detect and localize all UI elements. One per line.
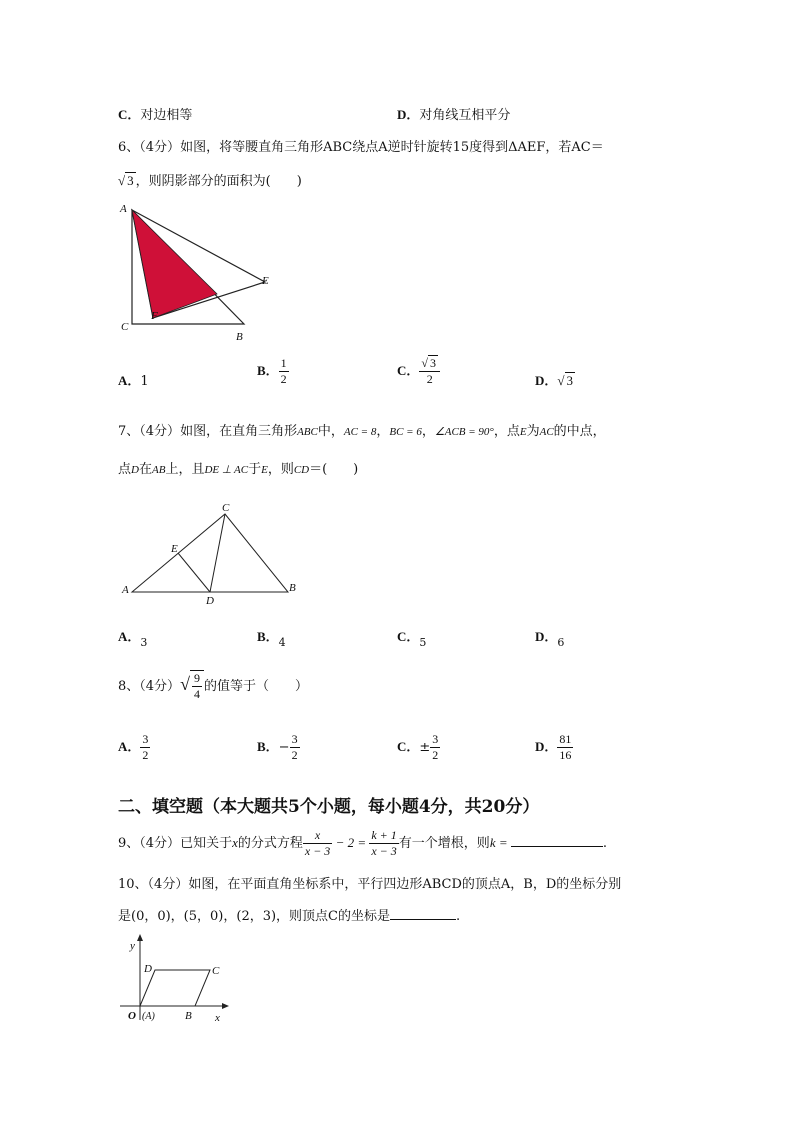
math-ac: AC = 8 bbox=[343, 426, 377, 438]
question-score: （4分） bbox=[139, 836, 181, 851]
label-b: B bbox=[185, 1010, 192, 1022]
question-text: 的中点， bbox=[553, 424, 606, 439]
q7-option-b[interactable] bbox=[257, 626, 286, 649]
fraction: $\frac{3}{2}$ bbox=[432, 732, 439, 762]
label-c: C bbox=[212, 965, 220, 977]
label-a: A bbox=[120, 203, 127, 215]
option-label: C． bbox=[118, 107, 141, 122]
math-bc: BC = 6 bbox=[389, 426, 422, 438]
question-text: 已知关于 bbox=[180, 836, 233, 851]
question-score: （4分） bbox=[139, 679, 181, 695]
option-label: D． bbox=[535, 739, 558, 754]
parallelogram-abcd bbox=[140, 970, 210, 1006]
segment-cd bbox=[210, 514, 225, 592]
math-k: k bbox=[489, 835, 496, 850]
q9-stem bbox=[118, 828, 607, 859]
label-d: D bbox=[206, 595, 214, 607]
option-value: 5 bbox=[419, 636, 427, 649]
question-text: 点 bbox=[118, 462, 132, 477]
q10-stem-line2 bbox=[118, 905, 460, 924]
question-number: 7、 bbox=[118, 424, 140, 439]
question-end: . bbox=[602, 836, 608, 851]
label-f: F bbox=[151, 310, 158, 322]
q10-figure bbox=[112, 930, 237, 1028]
segment-de bbox=[178, 553, 210, 592]
q10-stem-line1 bbox=[118, 873, 621, 892]
math-x: x bbox=[232, 835, 238, 850]
question-number: 6、 bbox=[118, 140, 140, 155]
q8-option-b[interactable] bbox=[257, 732, 300, 763]
math-abc: ABC bbox=[297, 426, 318, 438]
sqrt-expression: √ 3 bbox=[557, 373, 574, 388]
option-value: 4 bbox=[278, 636, 286, 649]
option-label: C． bbox=[397, 363, 420, 378]
question-text: 如图，将等腰直角三角形ABC绕点A逆时针旋转15度得到ΔAEF，若AC＝ bbox=[180, 140, 604, 155]
option-label: B． bbox=[257, 363, 279, 378]
math-d: D bbox=[131, 464, 139, 476]
fraction: $\frac{3}{2}$ bbox=[142, 732, 149, 762]
option-label: B． bbox=[257, 739, 279, 754]
fraction: $\frac{3}{2}$ bbox=[291, 732, 298, 762]
label-a: (A) bbox=[142, 1011, 155, 1022]
math-ac-seg: AC bbox=[539, 426, 554, 438]
q7-stem-line1 bbox=[118, 420, 606, 439]
label-o: O bbox=[128, 1010, 136, 1022]
label-x: x bbox=[215, 1012, 220, 1024]
q7-option-d[interactable] bbox=[535, 626, 565, 649]
separator: ， bbox=[376, 424, 390, 439]
q7-option-c[interactable] bbox=[397, 626, 427, 649]
option-label: C． bbox=[397, 629, 420, 644]
fraction: $\frac{√ 3}{2}$ bbox=[419, 356, 440, 387]
x-axis-arrow bbox=[222, 1003, 229, 1009]
q6-option-a[interactable] bbox=[118, 370, 149, 389]
q7-option-a[interactable] bbox=[118, 626, 148, 649]
question-text: 的分式方程 bbox=[237, 836, 303, 851]
math-cd: CD bbox=[293, 464, 310, 476]
question-text: 中， bbox=[317, 424, 344, 439]
question-text: 在 bbox=[138, 462, 152, 477]
q8-option-d[interactable] bbox=[535, 732, 573, 763]
question-score: （4分） bbox=[139, 424, 181, 439]
answer-blank[interactable] bbox=[511, 846, 603, 847]
q6-option-d[interactable] bbox=[535, 370, 575, 389]
math-angle: ∠ACB = 90° bbox=[434, 426, 494, 438]
fraction: $\frac{81}{16}$ bbox=[559, 732, 572, 762]
option-label: A． bbox=[118, 629, 141, 644]
q6-figure bbox=[110, 198, 290, 348]
question-text: ＝( ) bbox=[309, 462, 359, 477]
q6-option-b[interactable] bbox=[257, 356, 289, 387]
question-number: 8、 bbox=[118, 679, 140, 695]
question-text: ，则 bbox=[267, 462, 294, 477]
option-label: A． bbox=[118, 373, 141, 388]
option-label: B． bbox=[257, 629, 279, 644]
fraction: $\frac{1}{2}$ bbox=[280, 356, 287, 386]
fraction: $\frac{k + 1}{x - 3}$ bbox=[371, 828, 397, 858]
question-text: 是(0，0)，(5，0)，(2，3)，则顶点C的坐标是 bbox=[118, 909, 391, 924]
math-ab: AB bbox=[151, 464, 166, 476]
question-text: 为 bbox=[526, 424, 540, 439]
math-op: − 2 = bbox=[332, 835, 370, 850]
option-sign: ± bbox=[419, 740, 431, 755]
label-c: C bbox=[121, 321, 129, 333]
q6-stem-line2 bbox=[118, 170, 302, 189]
sqrt-expression: √ 3 bbox=[118, 173, 134, 188]
sqrt-expression: √ $\frac{9}{4}$ bbox=[180, 670, 204, 702]
label-e: E bbox=[262, 275, 269, 287]
answer-blank[interactable] bbox=[390, 919, 456, 920]
option-text: 对角线互相平分 bbox=[419, 108, 511, 123]
triangle-abc bbox=[132, 514, 288, 592]
option-label: D． bbox=[535, 373, 558, 388]
q7-figure bbox=[115, 500, 315, 610]
option-text: 对边相等 bbox=[140, 108, 193, 123]
question-end: . bbox=[456, 909, 461, 924]
option-value: 3 bbox=[140, 636, 148, 649]
q5-option-d[interactable] bbox=[397, 104, 510, 123]
y-axis-arrow bbox=[137, 934, 143, 941]
option-label: A． bbox=[118, 739, 141, 754]
question-text: ，点 bbox=[493, 424, 520, 439]
question-text: 的值等于（ ） bbox=[203, 679, 308, 695]
option-value: 6 bbox=[557, 636, 565, 649]
question-number: 9、 bbox=[118, 836, 140, 851]
label-b: B bbox=[289, 582, 296, 594]
fraction: $\frac{x}{x - 3}$ bbox=[304, 828, 331, 858]
label-c: C bbox=[222, 502, 230, 514]
label-b: B bbox=[236, 331, 243, 343]
question-number: 10、 bbox=[118, 877, 148, 892]
label-e: E bbox=[171, 543, 178, 555]
q5-option-c[interactable] bbox=[118, 104, 192, 123]
math-perp: DE ⊥ AC bbox=[204, 464, 249, 476]
option-sign: − bbox=[278, 740, 290, 755]
q8-option-c[interactable] bbox=[397, 732, 440, 763]
question-score: （4分） bbox=[147, 877, 189, 892]
question-score: （4分） bbox=[139, 140, 181, 155]
math-e: E bbox=[519, 426, 527, 438]
option-value: 1 bbox=[140, 374, 149, 389]
label-a: A bbox=[122, 584, 129, 596]
question-text: 有一个增根，则 bbox=[398, 836, 490, 851]
q8-stem bbox=[118, 670, 308, 702]
question-text: 上，且 bbox=[165, 462, 205, 477]
separator: ， bbox=[421, 424, 435, 439]
label-d: D bbox=[144, 963, 152, 975]
q8-option-a[interactable] bbox=[118, 732, 150, 763]
option-label: D． bbox=[397, 107, 420, 122]
q6-stem-line1 bbox=[118, 136, 604, 155]
label-y: y bbox=[130, 940, 135, 952]
question-text: ，则阴影部分的面积为( ) bbox=[135, 174, 302, 189]
question-text: 如图，在直角三角形 bbox=[180, 424, 298, 439]
question-text: 如图，在平面直角坐标系中，平行四边形ABCD的顶点A，B，D的坐标分别 bbox=[188, 877, 622, 892]
option-label: D． bbox=[535, 629, 558, 644]
math-e: E bbox=[261, 464, 268, 476]
q6-option-c[interactable] bbox=[397, 356, 440, 387]
section-heading: 二、填空题（本大题共5个小题，每小题4分，共20分） bbox=[118, 797, 540, 817]
question-text: 于 bbox=[248, 462, 262, 477]
q7-stem-line2 bbox=[118, 458, 358, 477]
option-label: C． bbox=[397, 739, 420, 754]
math-op: = bbox=[495, 835, 511, 850]
